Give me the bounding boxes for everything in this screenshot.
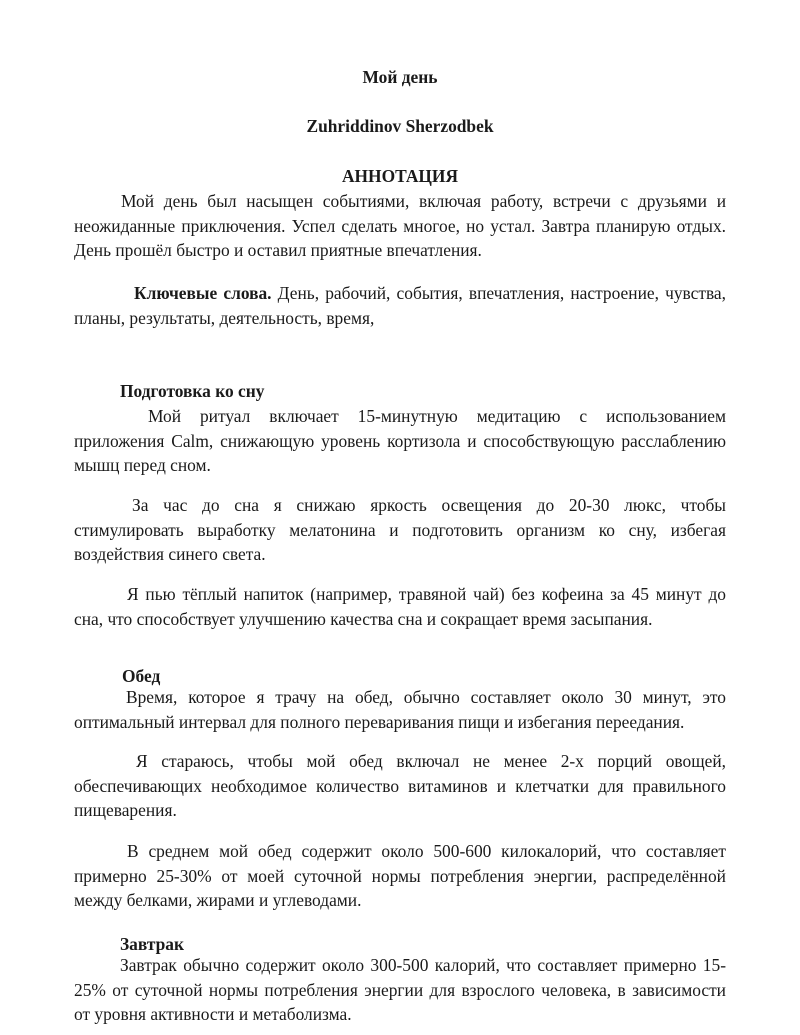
lunch-paragraph-1: Время, которое я трачу на обед, обычно составляет около 30 минут, это оптимальный интервал для полного переваривания пищи и избегания переедания. [74,687,726,732]
keywords-label: Ключевые слова. [134,283,272,303]
lunch-paragraph-2: Я стараюсь, чтобы мой обед включал не менее 2-х порций овощей, обеспечивающих необходимое количество витаминов и клетчатки для правильного пищеварения. [74,751,726,821]
abstract-text: Мой день был насыщен событиями, включая работу, встречи с друзьями и неожиданные приключения. Успел сделать многое, но устал. Завтра планирую отдых. День прошёл быстро и оставил приятные впечатления. [74,191,726,261]
lunch-paragraph-3: В среднем мой обед содержит около 500-600 килокалорий, что составляет примерно 25-30% от моей суточной нормы потребления энергии, распределённой между белками, жирами и углеводами. [74,841,726,911]
sleep-paragraph-2: За час до сна я снижаю яркость освещения до 20-30 люкс, чтобы стимулировать выработку мелатонина и подготовить организм ко сну, избегая воздействия синего света. [74,495,726,565]
breakfast-paragraph-1: Завтрак обычно содержит около 300-500 калорий, что составляет примерно 15-25% от суточной нормы потребления энергии для взрослого человека, в зависимости от уровня активности и метаболизма. [74,955,726,1025]
document-title: Мой день [362,67,438,87]
keywords-paragraph [74,281,726,330]
abstract-heading: АННОТАЦИЯ [341,166,459,186]
section-heading-breakfast: Завтрак [120,934,184,954]
sleep-paragraph-3: Я пью тёплый напиток (например, травяной чай) без кофеина за 45 минут до сна, что способствует улучшению качества сна и сокращает время засыпания. [74,584,726,629]
section-heading-sleep: Подготовка ко сну [120,381,265,401]
sleep-paragraph-1: Мой ритуал включает 15-минутную медитацию с использованием приложения Calm, снижающую уровень кортизола и способствующую расслаблению мышц перед сном. [74,406,726,476]
keywords-list: День, рабочий, события, впечатления, настроение, чувства, планы, результаты, деятельность, время, [74,283,726,328]
author-name: Zuhriddinov Sherzodbek [306,116,494,136]
section-heading-lunch: Обед [122,666,161,686]
